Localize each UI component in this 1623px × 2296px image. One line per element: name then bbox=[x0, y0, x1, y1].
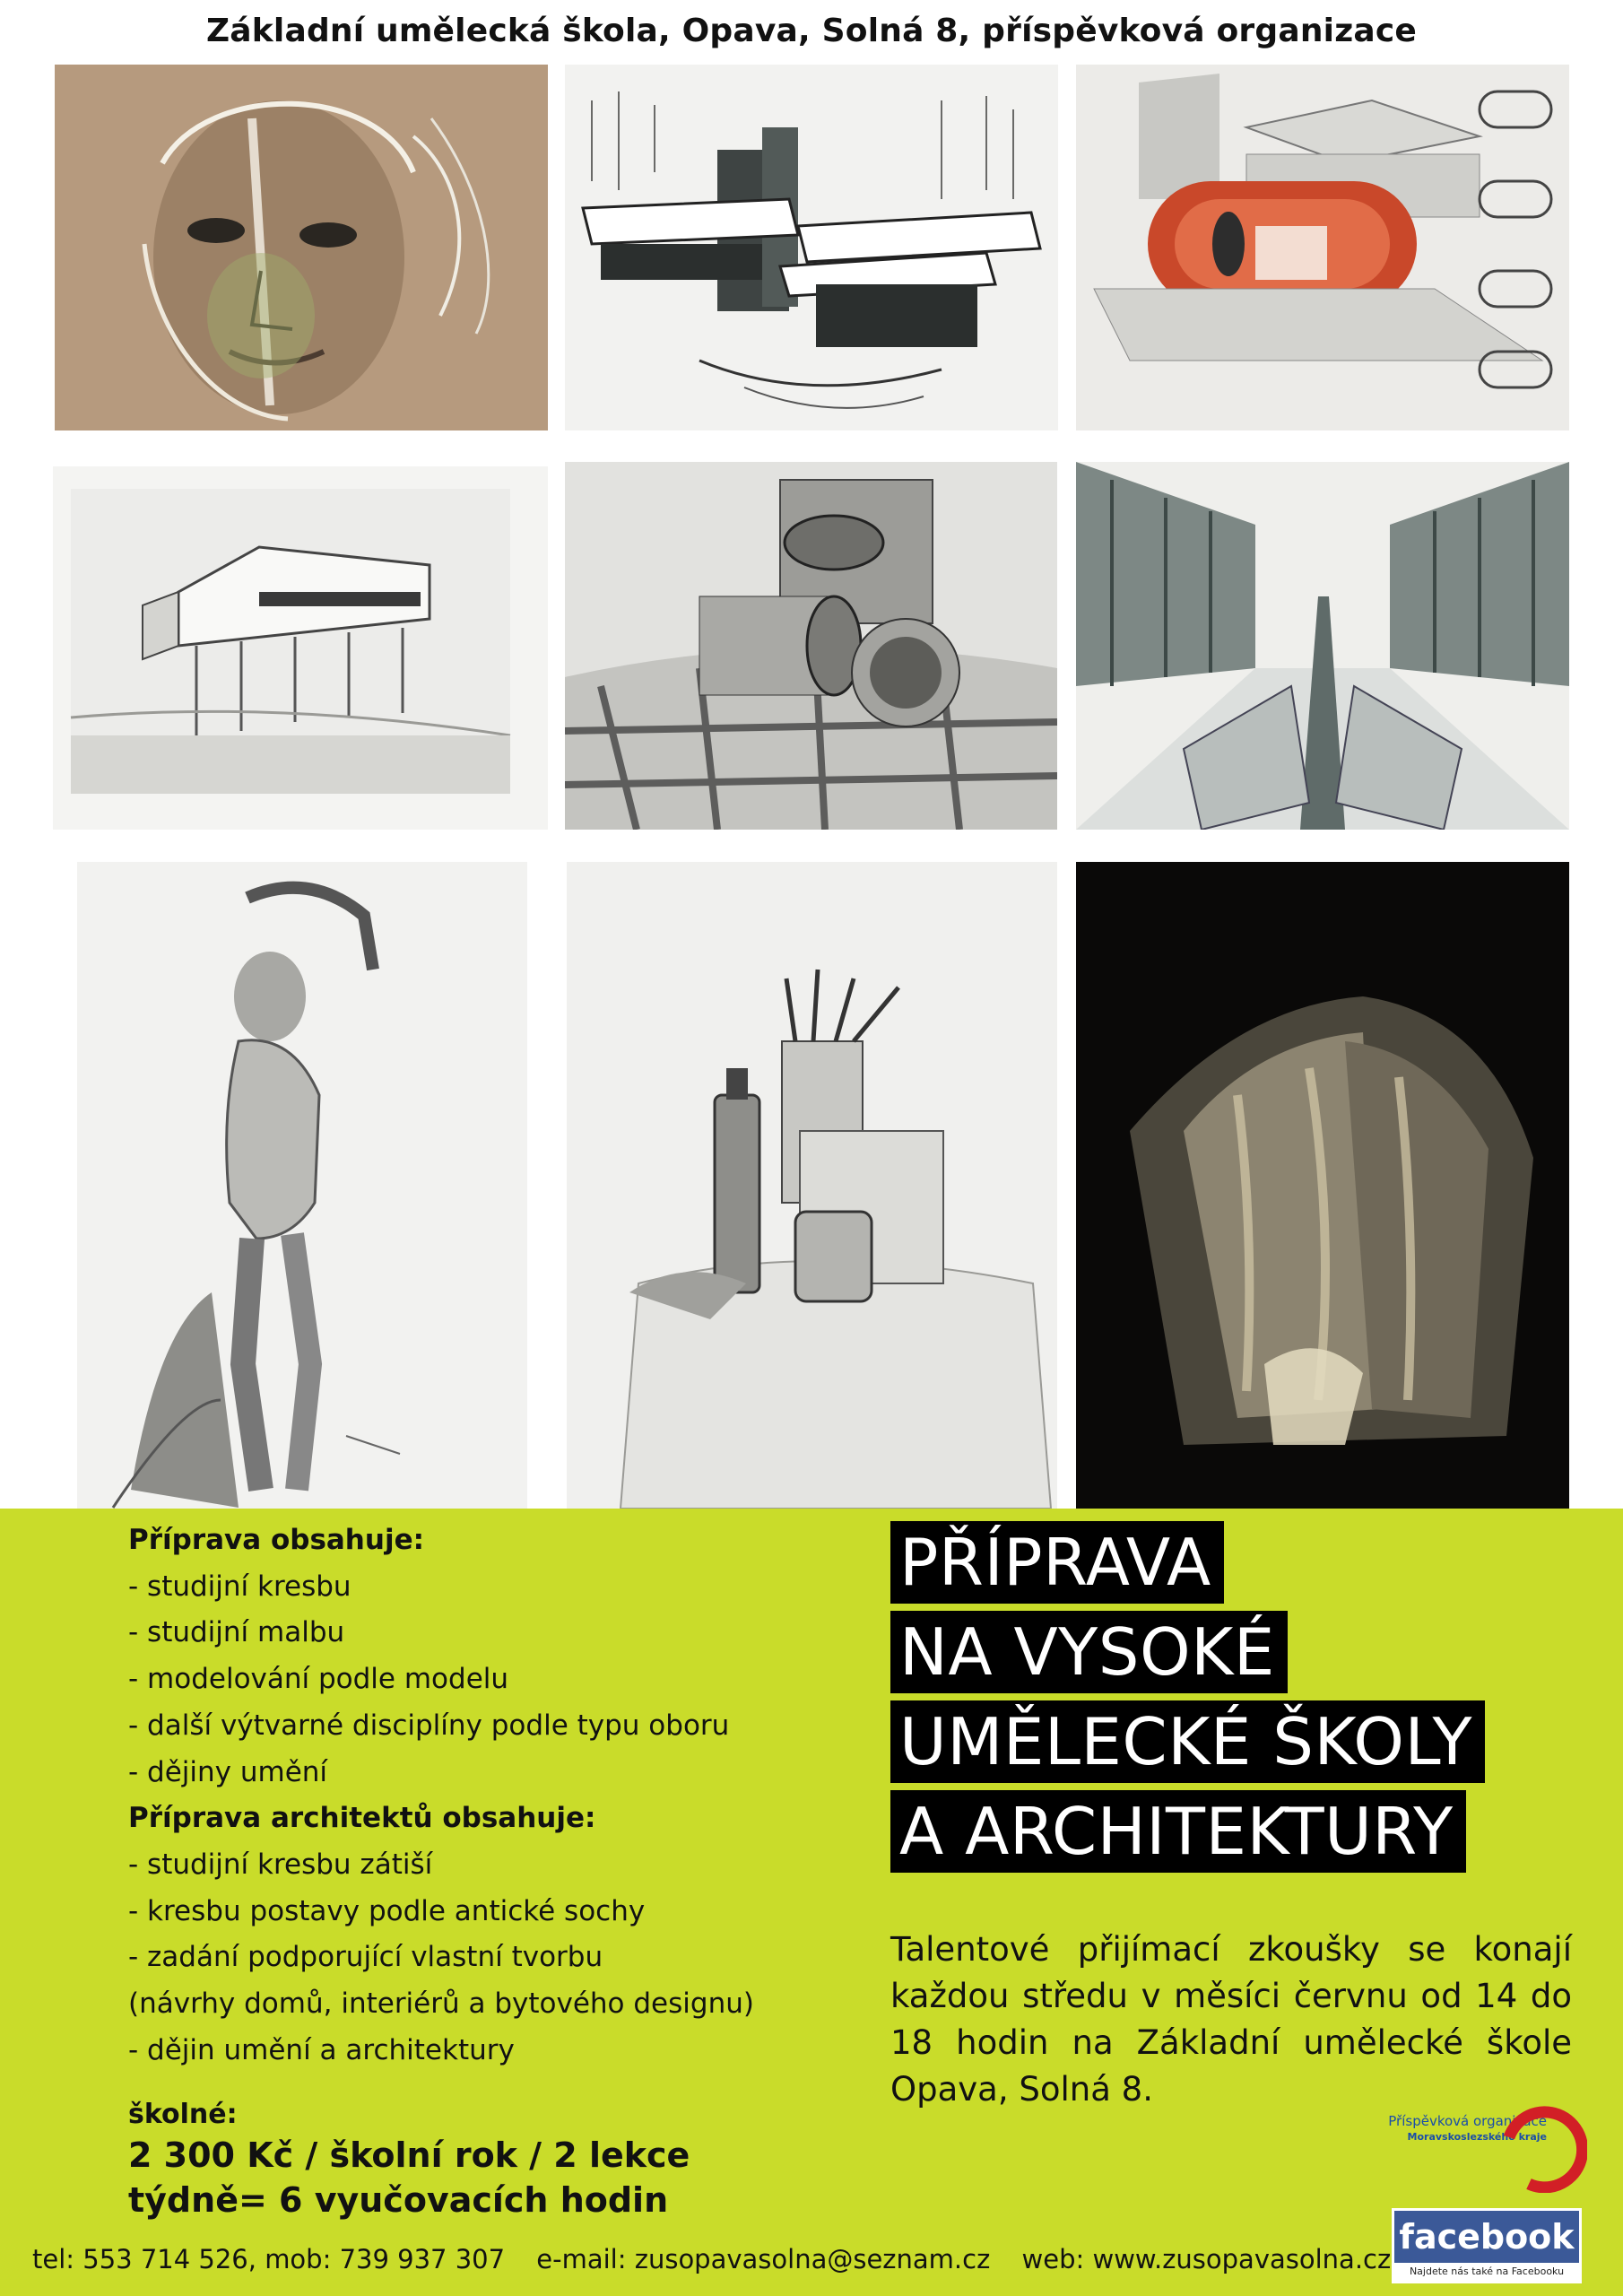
curriculum-item: - studijní malbu bbox=[128, 1616, 345, 1649]
facebook-caption: Najdete nás také na Facebooku bbox=[1409, 2266, 1565, 2277]
contact-phone: tel: 553 714 526, mob: 739 937 307 bbox=[32, 2244, 506, 2274]
architects-item: - kresbu postavy podle antické sochy bbox=[128, 1894, 646, 1927]
curriculum-item: - dějiny umění bbox=[128, 1755, 328, 1788]
fee-line: 2 300 Kč / školní rok / 2 lekce bbox=[128, 2135, 690, 2175]
artwork-portrait-pastel bbox=[55, 65, 548, 430]
fee-label: školné: bbox=[128, 2099, 238, 2130]
architects-heading: Příprava architektů obsahuje: bbox=[128, 1802, 596, 1835]
architects-item: - zadání podporující vlastní tvorbu bbox=[128, 1941, 603, 1974]
contact-email[interactable]: e-mail: zusopavasolna@seznam.cz bbox=[536, 2244, 991, 2274]
artwork-statue-study-drawing bbox=[77, 862, 527, 1509]
headline-line: PŘÍPRAVA bbox=[890, 1521, 1224, 1604]
headline-line: NA VYSOKÉ bbox=[890, 1611, 1288, 1693]
curriculum-item: - další výtvarné disciplíny podle typu oboru bbox=[128, 1709, 730, 1742]
region-ring-icon bbox=[1493, 2103, 1587, 2193]
artwork-villa-savoye-drawing bbox=[53, 466, 548, 830]
headline bbox=[890, 1521, 1485, 1880]
headline-line: UMĚLECKÉ ŠKOLY bbox=[890, 1700, 1485, 1783]
curriculum-item: - studijní kresbu bbox=[128, 1570, 352, 1603]
region-logo-line2: Moravskoslezského kraje bbox=[1407, 2131, 1547, 2143]
facebook-badge[interactable] bbox=[1392, 2208, 1582, 2283]
architects-item: - dějin umění a architektury bbox=[128, 2033, 515, 2066]
curriculum-item: - modelování podle modelu bbox=[128, 1663, 509, 1696]
school-title: Základní umělecká škola, Opava, Solná 8, příspěvková organizace bbox=[205, 13, 1418, 49]
facebook-logo-icon: facebook bbox=[1394, 2211, 1579, 2263]
fee-value bbox=[128, 2133, 690, 2222]
headline-line: A ARCHITEKTURY bbox=[890, 1790, 1466, 1873]
contact-web[interactable]: web: www.zusopavasolna.cz bbox=[1021, 2244, 1392, 2274]
artwork-drapery-painting bbox=[1076, 862, 1569, 1509]
contact-line bbox=[32, 2244, 1414, 2274]
artwork-red-capsule-pavilion-drawing bbox=[1076, 65, 1569, 430]
artwork-perspective-courtyard-drawing bbox=[1076, 462, 1569, 830]
artwork-bottles-still-life-drawing bbox=[567, 862, 1057, 1509]
architects-item: (návrhy domů, interiérů a bytového designu) bbox=[128, 1987, 754, 2021]
region-logo-line1: Příspěvková organizace bbox=[1388, 2113, 1547, 2129]
region-logo bbox=[1385, 2103, 1587, 2193]
architects-item: - studijní kresbu zátiší bbox=[128, 1848, 433, 1881]
exam-info: Talentové přijímací zkoušky se konají každou středu v měsíci červnu od 14 do 18 hodin na Základní umělecké škole Opava, Solná 8. bbox=[890, 1930, 1572, 2109]
fee-line: týdně= 6 vyučovacích hodin bbox=[128, 2180, 669, 2220]
artwork-geometric-still-life-drawing bbox=[565, 462, 1057, 830]
artwork-villa-over-falls-drawing bbox=[565, 65, 1058, 430]
curriculum-list bbox=[128, 1518, 881, 2074]
curriculum-heading: Příprava obsahuje: bbox=[128, 1524, 424, 1556]
